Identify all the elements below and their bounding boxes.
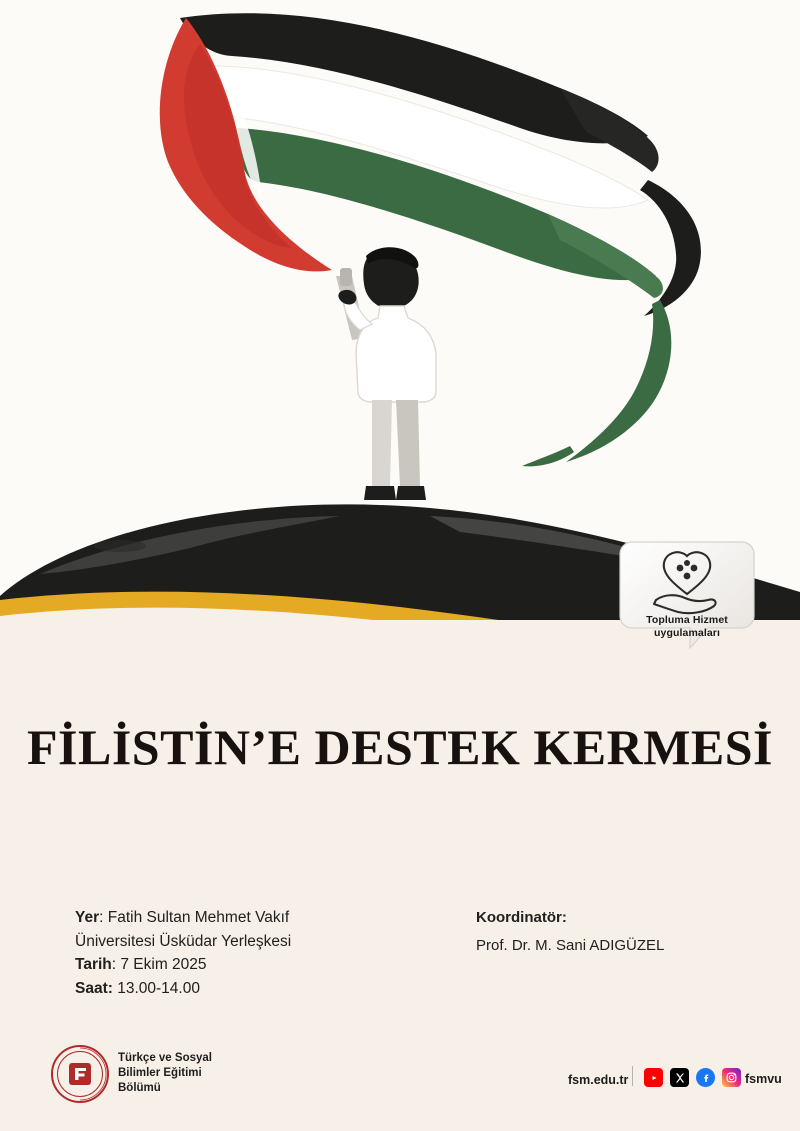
facebook-icon[interactable] (696, 1068, 715, 1087)
website-text[interactable]: fsm.edu.tr (568, 1073, 629, 1087)
badge-caption (614, 614, 760, 640)
department-line-2: Bilimler Eğitimi (118, 1067, 202, 1080)
time-row (75, 977, 415, 1001)
coordinator-label: Koordinatör: (476, 909, 567, 926)
coordinator-name: Prof. Dr. M. Sani ADIGÜZEL (476, 937, 665, 954)
x-twitter-icon[interactable] (670, 1068, 689, 1087)
venue-row (75, 906, 415, 930)
social-icons-group (644, 1068, 741, 1087)
time-value: 13.00-14.00 (112, 979, 200, 997)
instagram-icon[interactable] (722, 1068, 741, 1087)
venue-row-2: Üniversitesi Üsküdar Yerleşkesi (75, 932, 292, 950)
badge-line-1: Topluma Hizmet (646, 614, 728, 626)
poster-title: FİLİSTİN’E DESTEK KERMESİ (26, 719, 774, 775)
badge-line-2: uygulamaları (654, 627, 720, 640)
community-service-badge (614, 536, 760, 654)
coordinator-block (476, 906, 776, 958)
youtube-icon[interactable] (644, 1068, 663, 1087)
venue-value: : Fatih Sultan Mehmet Vakıf (99, 909, 290, 926)
fsm-university-seal-logo (50, 1044, 110, 1104)
social-handle: fsmvu (745, 1072, 782, 1086)
footer-divider (632, 1066, 633, 1086)
department-line-1: Türkçe ve Sosyal (118, 1052, 212, 1064)
date-row (75, 953, 415, 977)
event-details (75, 906, 415, 1000)
date-value: : 7 Ekim 2025 (111, 956, 207, 974)
department-line-3: Bölümü (118, 1082, 161, 1095)
time-label: Saat: (75, 979, 113, 997)
department-name (118, 1051, 212, 1097)
date-label: Tarih (75, 956, 112, 974)
venue-label: Yer (75, 909, 100, 926)
